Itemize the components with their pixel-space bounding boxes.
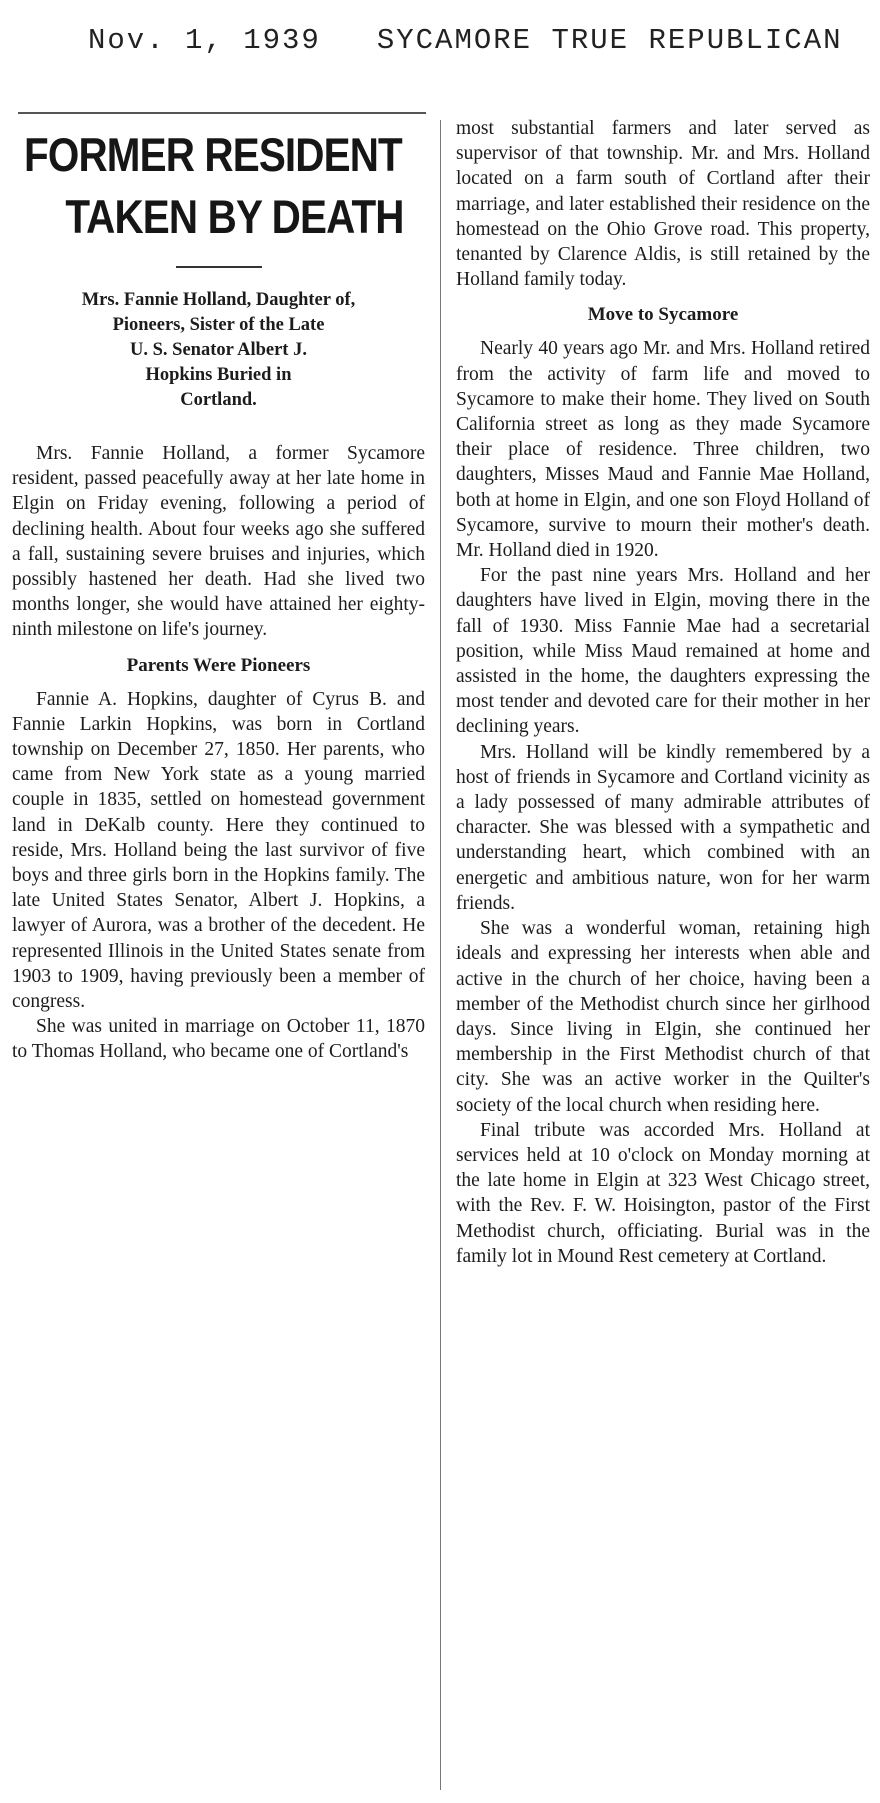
paragraph-funeral: Final tribute was accorded Mrs. Holland at services held at 10 o'clock on Monday morning at the late home in Elgin at 323 West Chicago street, with the Rev. F. W. Hoisington, pastor of the First Methodist church, officiating. Burial was in the family lot in Mound Rest cemetery at Cortland. xyxy=(456,1119,870,1267)
headline-rule xyxy=(176,266,262,268)
headline xyxy=(12,124,404,248)
subhead-parents: Parents Were Pioneers xyxy=(126,654,311,676)
paragraph-elgin: For the past nine years Mrs. Holland and her daughters have lived in Elgin, moving there in the fall of 1930. Miss Fannie Mae had a secretarial position, while Miss Maud remained at home and assisted in the home, the daughters expressing the most tender and devoted care for their mother in her declining years. xyxy=(456,565,870,738)
paragraph-parents: Fannie A. Hopkins, daughter of Cyrus B. and Fannie Larkin Hopkins, was born in Cortland township on December 27, 1850. Her parents, who came from New York state as a young married couple in 1835, settled on homestead government land in DeKalb county. Here they continued to reside, Mrs. Holland being the last survivor of five boys and three girls born in the Hopkins family. The late United States Senator, Albert J. Hopkins, a lawyer of Aurora, was a brother of the decedent. He represented Illinois in the United States senate from 1903 to 1909, having previously been a member of congress. xyxy=(12,688,425,1013)
deck-line-4: Hopkins Buried in xyxy=(145,365,292,385)
headline-line-1: FORMER RESIDENT xyxy=(24,128,402,181)
deck-line-2: Pioneers, Sister of the Late xyxy=(112,315,325,335)
deck-line-1: Mrs. Fannie Holland, Daughter of, xyxy=(81,290,356,310)
paragraph-marriage: She was united in marriage on October 11, 1870 to Thomas Holland, who became one of Cortland's xyxy=(12,1016,425,1063)
right-column xyxy=(456,116,870,1269)
paragraph-remembered: Mrs. Holland will be kindly remembered by a host of friends in Sycamore and Cortland vicinity as a lady possessed of many admirable attributes of character. She was blessed with a sympathetic and understanding heart, which combined with an energetic and ambitious nature, won for her warm friends. xyxy=(456,741,870,914)
dateline xyxy=(88,24,878,57)
paragraph-move: Nearly 40 years ago Mr. and Mrs. Holland retired from the activity of farm life and moved to Sycamore to make their home. They lived on South California street as long as they made Sycamore their place of residence. Three children, two daughters, Misses Maud and Fannie Mae Holland, both at home in Elgin, and one son Floyd Holland of Sycamore, survive to mourn their mother's death. Mr. Holland died in 1920. xyxy=(456,338,870,562)
newspaper-name: SYCAMORE TRUE REPUBLICAN xyxy=(376,24,843,57)
paragraph-church: She was a wonderful woman, retaining high ideals and expressing her interests when able and active in the church of her choice, having been a member of the Methodist church since her girlhood days. Since living in Elgin, she continued her membership in the First Methodist church of that city. She was an active worker in the Quilter's society of the local church when residing here. xyxy=(456,918,870,1116)
article-body-right xyxy=(456,116,870,1269)
article-body-left xyxy=(12,441,425,1065)
subhead-sycamore: Move to Sycamore xyxy=(587,304,739,326)
paragraph-continuation: most substantial farmers and later served as supervisor of that township. Mr. and Mrs. Holland located on a farm south of Cortland after their marriage, and later established their residence on the homestead on the Ohio Grove road. This property, tenanted by Clarence Aldis, is still retained by the Holland family today. xyxy=(456,118,870,291)
publication-date: Nov. 1, 1939 xyxy=(88,24,321,57)
deck-line-3: U. S. Senator Albert J. xyxy=(130,340,307,360)
column-rule xyxy=(440,120,441,1790)
left-column xyxy=(12,116,425,1065)
paragraph-intro: Mrs. Fannie Holland, a former Sycamore resident, passed peacefully away at her late home in Elgin on Friday evening, following a period of declining health. About four weeks ago she suffered a fall, sustaining severe bruises and injuries, which possibly hastened her death. Had she lived two months longer, she would have attained her eighty-ninth milestone on life's journey. xyxy=(12,443,425,641)
deck xyxy=(18,288,419,413)
headline-line-2: TAKEN BY DEATH xyxy=(65,190,404,243)
deck-line-5: Cortland. xyxy=(180,390,257,410)
top-rule xyxy=(18,112,426,114)
